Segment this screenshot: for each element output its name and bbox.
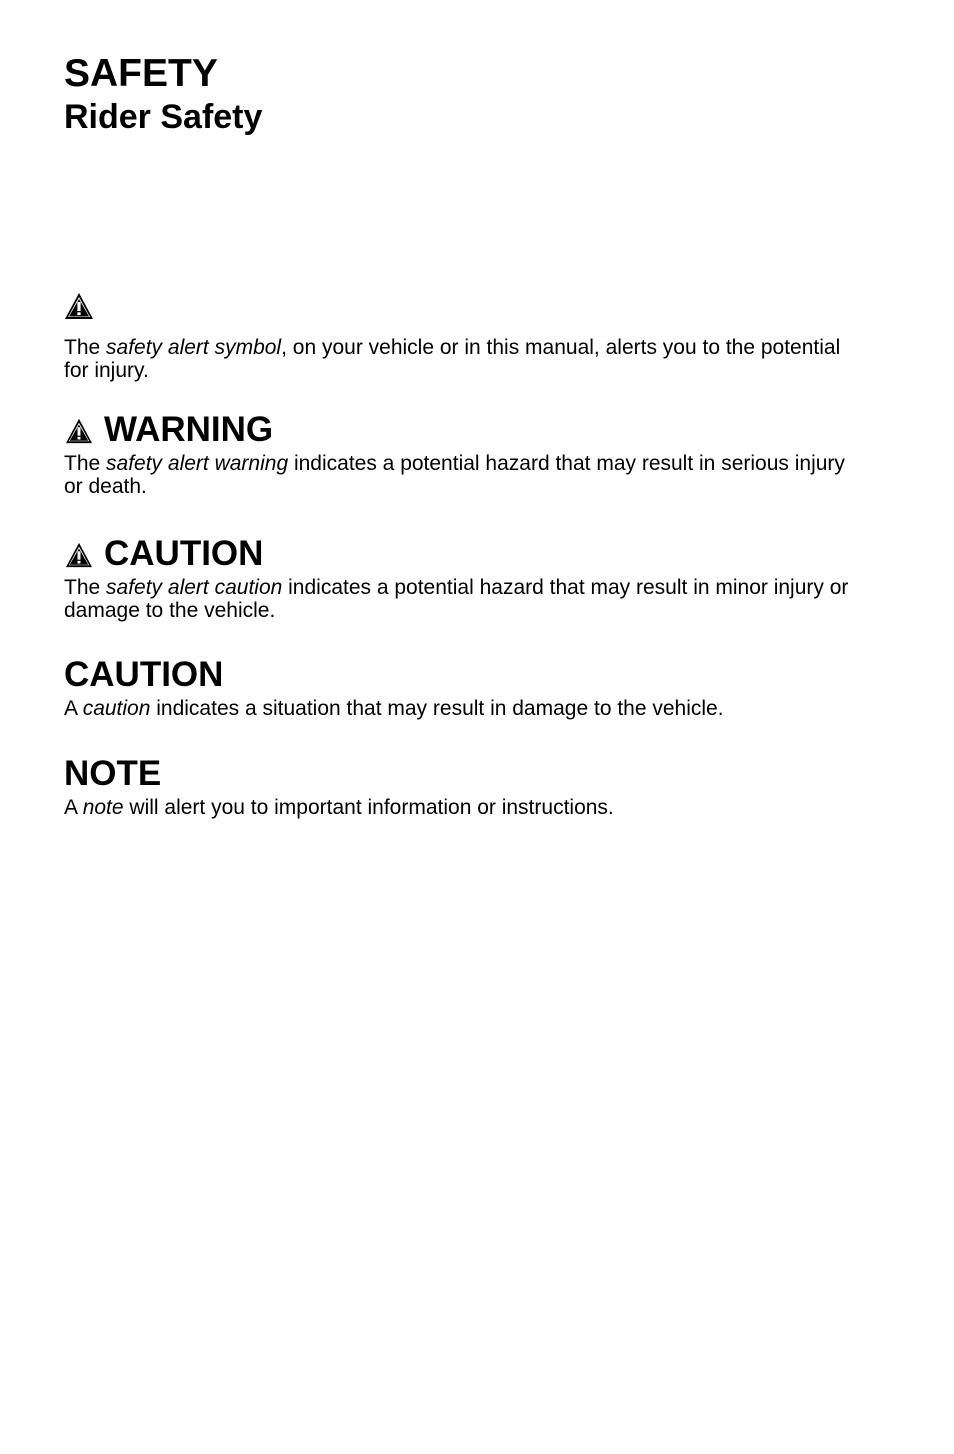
caution-description: A caution indicates a situation that may result in damage to the vehicle.: [64, 697, 724, 720]
page-subtitle: Rider Safety: [64, 98, 263, 136]
note-heading: NOTE: [64, 754, 162, 793]
symbol-description: The safety alert symbol, on your vehicle or in this manual, alerts you to the potential for injury.: [64, 336, 841, 382]
caution-alert-section: [64, 534, 864, 622]
caution-section: [64, 655, 864, 720]
caution-alert-heading-label: CAUTION: [104, 534, 264, 573]
note-description: A note will alert you to important information or instructions.: [64, 796, 614, 819]
caution-alert-heading: [64, 534, 864, 574]
warning-section: [64, 410, 864, 498]
page-title: SAFETY: [64, 52, 218, 95]
warning-description: The safety alert warning indicates a potential hazard that may result in serious injury or death.: [64, 452, 845, 498]
warning-triangle-icon: [64, 292, 94, 320]
warning-triangle-icon: [64, 542, 94, 568]
caution-alert-description: The safety alert caution indicates a potential hazard that may result in minor injury or damage to the vehicle.: [64, 576, 849, 622]
warning-heading-label: WARNING: [104, 410, 274, 449]
note-section: [64, 754, 864, 819]
symbol-section: [64, 336, 864, 382]
warning-triangle-icon: [64, 418, 94, 444]
safety-alert-symbol: [64, 292, 94, 320]
warning-heading: [64, 410, 864, 450]
caution-heading: CAUTION: [64, 655, 224, 694]
